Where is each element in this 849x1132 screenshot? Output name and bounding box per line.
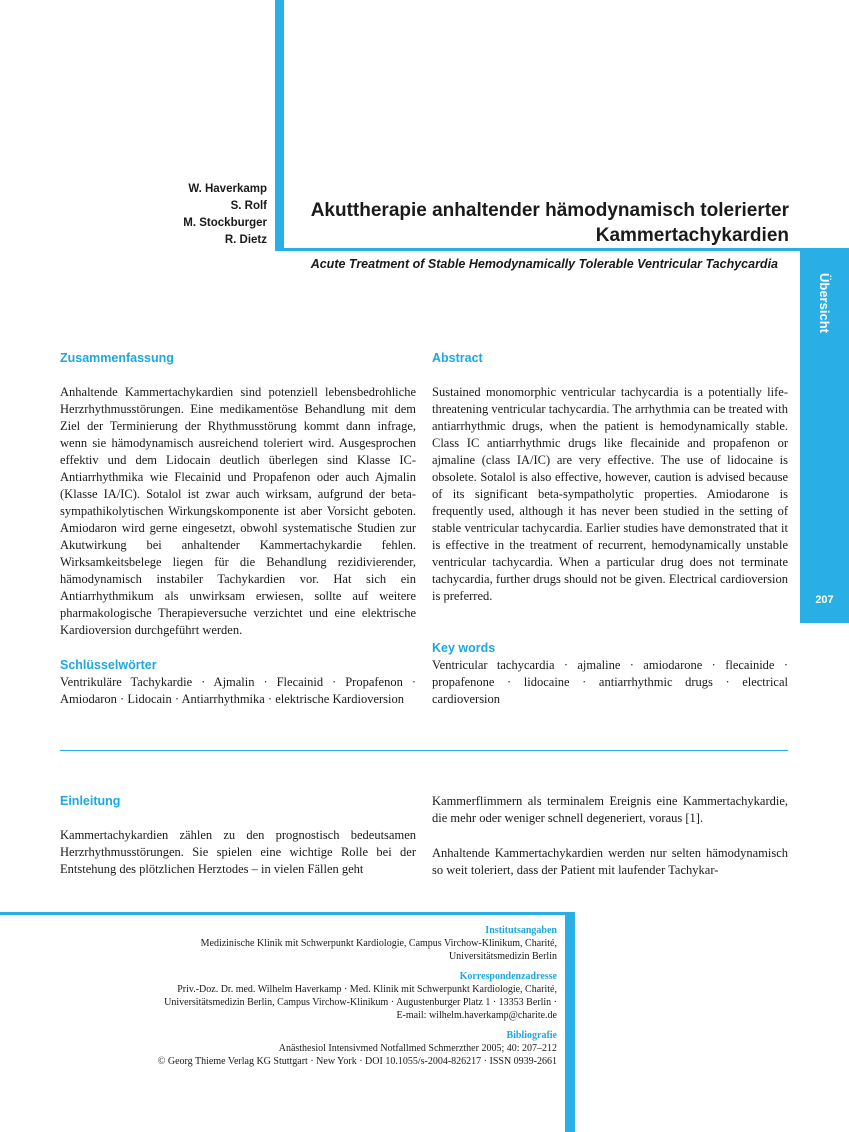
schluesselwoerter-paragraph: Ventrikuläre Tachykardie · Ajmalin · Flecainid · Propafenon · Amiodaron · Lidocain · Antiarrhythmika · elektrische Kardioversion (60, 675, 416, 706)
bibliography-heading: Bibliografie (506, 1030, 557, 1041)
zusammenfassung-paragraph: Anhaltende Kammertachykardien sind potenziell lebensbedrohliche Herzrhythmusstörungen. Eine medikamentöse Behandlung mit dem Ziel der Terminierung der Rhythmusstörung kommt dann infrage, wenn sie hämodynamisch ausreichend toleriert wird. Ausgesprochen effektiv und dem Lidocain deutlich überlegen sind Klasse IC-Antiarrhythmika wie Flecainid und Propafenon oder auch Ajmalin (Klasse IA/IC). Sotalol ist zwar auch wirksam, aufgrund der beta-sympathikolytischen Wirkungskomponente ist aber Vorsicht geboten. Amiodaron wird gerne eingesetzt, obwohl systematische Studien zur Akutwirkung bei anhaltender Kammertachykardie fehlen. Wirksamkeitsbelege liegen für die Behandlung rezidivierender, hämodynamisch instabiler Tachykardien vor. Hat sich ein Antiarrhythmikum als unwirksam erwiesen, sollte auf weitere pharmakologische Therapieversuche verzichtet und eine elektrische Kardioversion durchgeführt werden. (60, 385, 416, 637)
intro-paragraph: Kammerflimmern als terminalem Ereignis eine Kammertachykardie, die mehr oder weniger schnell degeneriert, voraus [1]. (432, 794, 788, 825)
abstract-text (432, 384, 788, 605)
title-line: Akuttherapie anhaltender hämodynamisch tolerierter (310, 200, 789, 221)
correspondence-line: Priv.-Doz. Dr. med. Wilhelm Haverkamp · Med. Klinik mit Schwerpunkt Kardiologie, Charité, (177, 984, 557, 995)
section-tab-label: Übersicht (817, 273, 832, 333)
footer-side-rule (565, 912, 575, 1132)
institut-block (100, 924, 557, 963)
abstract-paragraph: Sustained monomorphic ventricular tachycardia is a potentially life-threatening ventricular tachycardia. The arrhythmia can be treated with antiarrhythmic drugs, when the patient is hemodynamically stable. Class IC antiarrhythmic drugs like flecainide and propafenon or ajmaline (class IA/IC) are very effective. The use of lidocaine is obsolete. Sotalol is also effective, however, caution is advised because of its significant beta-sympatholytic properties. Amiodarone is frequently used, although it has never been studied in the setting of stable ventricular tachycardia. Earlier studies have demonstrated that it is effective in the treatment of recurrent, hemodynamically unstable ventricular tachycardia. When a particular drug does not terminate tachycardia, further drugs should not be given. Electrical cardioversion is preferred. (432, 385, 788, 603)
footer-top-rule (0, 912, 575, 915)
article-subtitle: Acute Treatment of Stable Hemodynamically Tolerable Ventricular Tachycardia (310, 257, 778, 271)
intro-continuation (432, 845, 788, 879)
bibliography-line: Anästhesiol Intensivmed Notfallmed Schmerzther 2005; 40: 207–212 (278, 1043, 557, 1054)
bibliography-line: © Georg Thieme Verlag KG Stuttgart · New York · DOI 10.1055/s-2004-826217 · ISSN 0939-2661 (157, 1056, 557, 1067)
author-name: R. Dietz (224, 234, 267, 246)
keywords-text (432, 657, 788, 708)
einleitung-heading: Einleitung (60, 794, 121, 808)
author-list (140, 181, 267, 249)
einleitung-paragraph: Kammertachykardien zählen zu den prognostisch bedeutsamen Herzrhythmusstörungen. Sie spielen eine wichtige Rolle bei der Entstehung des plötzlichen Herztodes – in vielen Fällen geht (60, 828, 416, 876)
schluesselwoerter-text (60, 674, 416, 708)
intro-continuation (432, 793, 788, 827)
correspondence-email: E-mail: wilhelm.haverkamp@charite.de (396, 1010, 557, 1021)
einleitung-text (60, 827, 416, 878)
institut-line: Universitätsmedizin Berlin (448, 951, 557, 962)
author-name: W. Haverkamp (188, 183, 267, 195)
zusammenfassung-text (60, 384, 416, 639)
institut-line: Medizinische Klinik mit Schwerpunkt Kardiologie, Campus Virchow-Klinikum, Charité, (200, 938, 557, 949)
title-accent-bar (275, 0, 284, 250)
article-metadata-box (100, 924, 557, 1075)
keywords-heading: Key words (432, 641, 496, 655)
correspondence-line: Universitätsmedizin Berlin, Campus Virchow-Klinikum · Augustenburger Platz 1 · 13353 Berlin · (164, 997, 557, 1008)
article-title (292, 198, 789, 248)
correspondence-heading: Korrespondenzadresse (459, 971, 557, 982)
schluesselwoerter-heading: Schlüsselwörter (60, 658, 157, 672)
section-divider (60, 750, 788, 751)
page-number: 207 (815, 594, 834, 606)
author-name: M. Stockburger (183, 217, 267, 229)
keywords-paragraph: Ventricular tachycardia · ajmaline · amiodarone · flecainide · propafenone · lidocaine · antiarrhythmic drugs · electrical cardioversion (432, 658, 788, 706)
bibliography-block (100, 1029, 557, 1068)
title-underline (275, 248, 849, 251)
author-name: S. Rolf (230, 200, 267, 212)
abstract-heading: Abstract (432, 351, 483, 365)
correspondence-block (100, 970, 557, 1022)
intro-paragraph: Anhaltende Kammertachykardien werden nur selten hämodynamisch so weit toleriert, dass der Patient mit laufender Tachykar- (432, 846, 788, 877)
title-line: Kammertachykardien (595, 225, 789, 246)
zusammenfassung-heading: Zusammenfassung (60, 351, 174, 365)
institut-heading: Institutsangaben (485, 925, 557, 936)
